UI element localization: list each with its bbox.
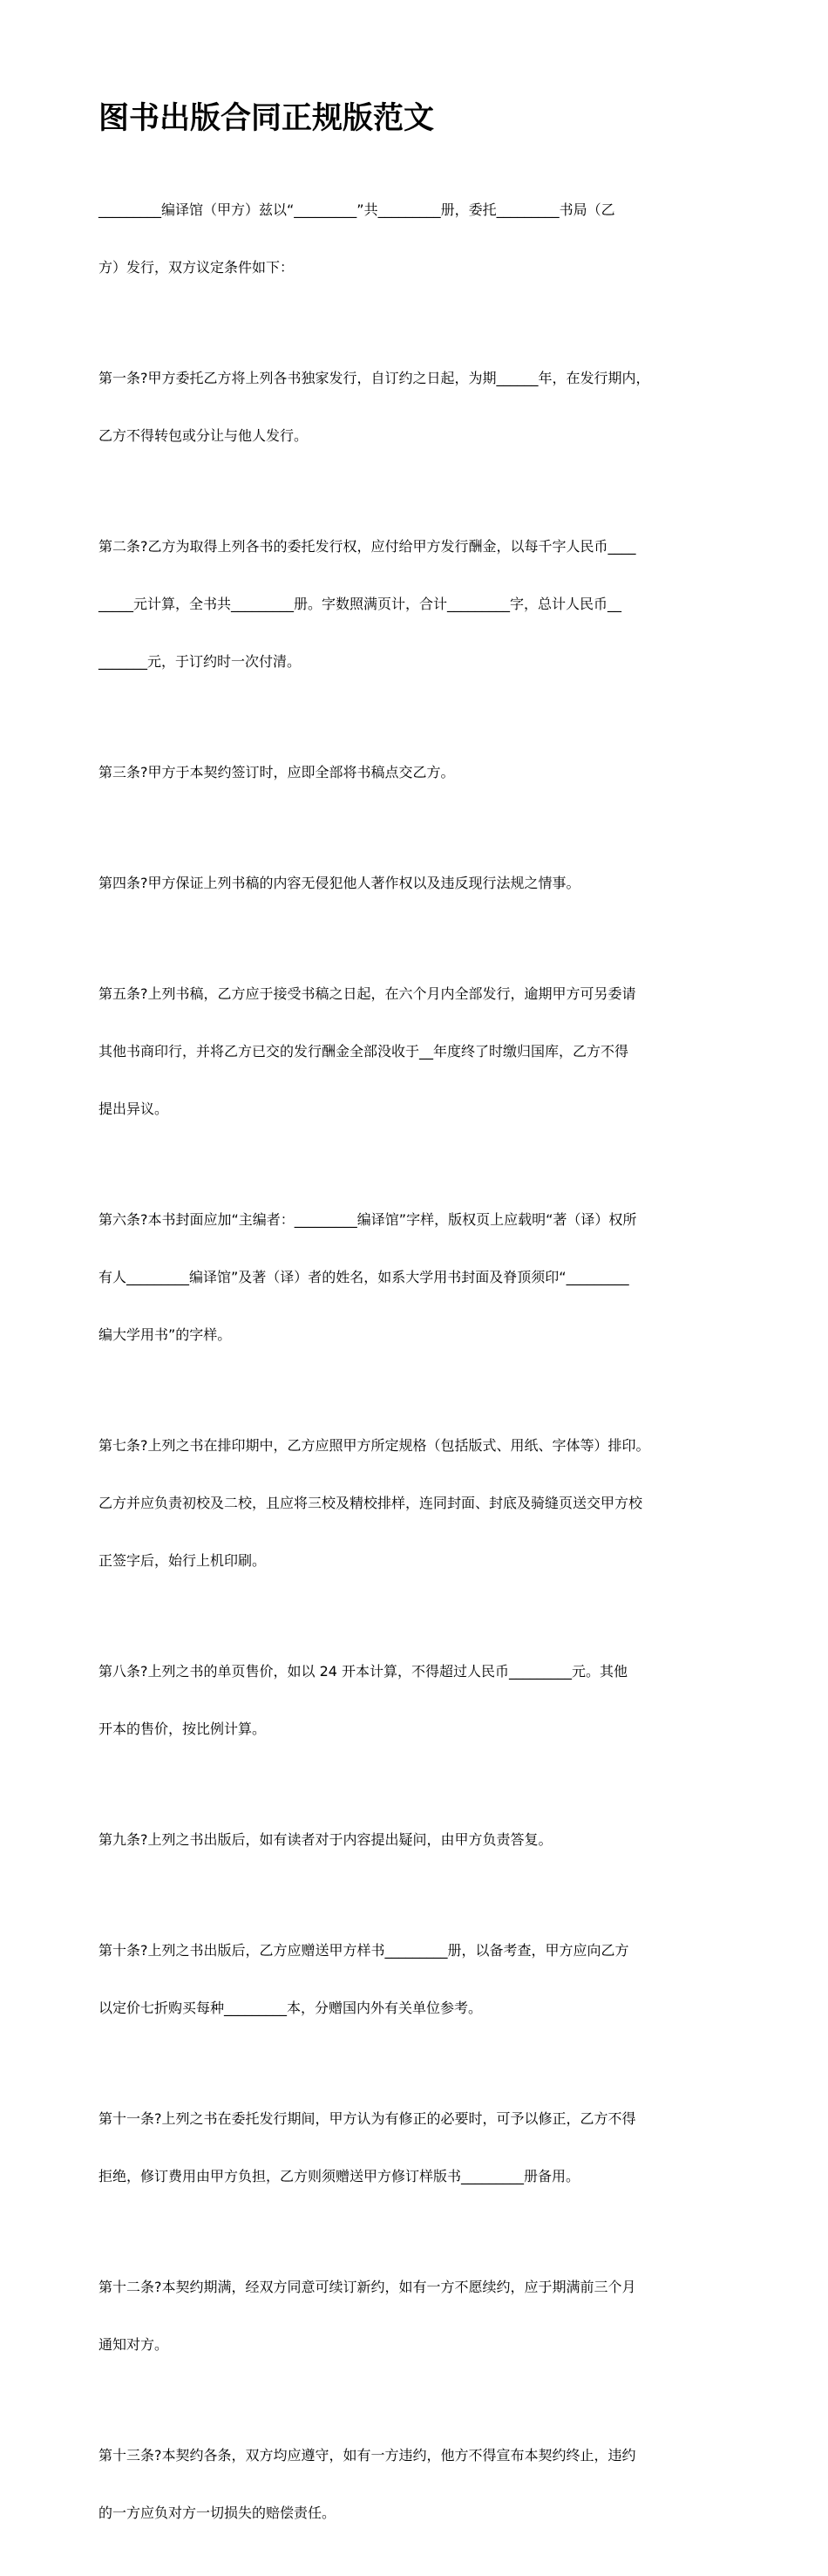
paragraph-line: 第十三条?本契约各条，双方均应遵守，如有一方违约，他方不得宣布本契约终止，违约: [98, 2447, 636, 2464]
paragraph-article-12: [98, 2239, 743, 2393]
paragraph-line: 乙方并应负责初校及二校，且应将三校及精校排样，连同封面、封底及骑缝页送交甲方校: [98, 1495, 643, 1511]
paragraph-article-7: [98, 1398, 743, 1609]
paragraph-article-13: [98, 2408, 743, 2561]
paragraph-line: _____元计算，全书共_________册。字数照满页计，合计_________字，总计人民币__: [98, 596, 622, 612]
paragraph-line: 第二条?乙方为取得上列各书的委托发行权，应付给甲方发行酬金，以每千字人民币____: [98, 538, 636, 555]
paragraph-line: 以定价七折购买每种_________本，分赠国内外有关单位参考。: [98, 2000, 483, 2016]
paragraph-line: _______元，于订约时一次付清。: [98, 653, 302, 670]
paragraph-line: 方）发行，双方议定条件如下：: [98, 259, 295, 276]
paragraph-line: 正签字后，始行上机印刷。: [98, 1552, 267, 1569]
paragraph-line: 第十条?上列之书出版后，乙方应赠送甲方样书_________册，以备考查，甲方应向乙方: [98, 1942, 629, 1959]
paragraph-article-10: [98, 1903, 743, 2056]
paragraph-article-11: [98, 2071, 743, 2225]
paragraph-preamble: [98, 162, 743, 316]
paragraph-article-3: [98, 725, 743, 821]
paragraph-line: 第八条?上列之书的单页售价，如以 24 开本计算，不得超过人民币_________元。其他: [98, 1663, 628, 1680]
paragraph-line: 拒绝，修订费用由甲方负担，乙方则须赠送甲方修订样版书_________册备用。: [98, 2168, 580, 2184]
paragraph-line: 第五条?上列书稿，乙方应于接受书稿之日起，在六个月内全部发行，逾期甲方可另委请: [98, 985, 636, 1002]
paragraph-line: 乙方不得转包或分让与他人发行。: [98, 427, 309, 444]
paragraph-line: 第七条?上列之书在排印期中，乙方应照甲方所定规格（包括版式、用纸、字体等）排印。: [98, 1437, 650, 1454]
paragraph-article-1: [98, 331, 743, 484]
paragraph-article-6: [98, 1172, 743, 1383]
document-page: [98, 98, 743, 2576]
paragraph-line: 其他书商印行，并将乙方已交的发行酬金全部没收于__年度终了时缴归国库，乙方不得: [98, 1043, 629, 1060]
paragraph-line: 的一方应负对方一切损失的赔偿责任。: [98, 2504, 336, 2521]
paragraph-article-5: [98, 946, 743, 1157]
paragraph-article-2: [98, 499, 743, 710]
paragraph-article-9: [98, 1792, 743, 1888]
document-title: 图书出版合同正规版范文: [98, 101, 435, 136]
paragraph-list: [98, 162, 743, 2561]
paragraph-line: 有人_________编译馆”及著（译）者的姓名，如系大学用书封面及脊顶须印“_________: [98, 1269, 629, 1285]
paragraph-line: 提出异议。: [98, 1101, 169, 1117]
paragraph-line: 第一条?甲方委托乙方将上列各书独家发行，自订约之日起，为期______年，在发行期内，: [98, 370, 650, 386]
paragraph-article-8: [98, 1624, 743, 1777]
paragraph-line: 第十二条?本契约期满，经双方同意可续订新约，如有一方不愿续约，应于期满前三个月: [98, 2279, 636, 2295]
paragraph-line: 第十一条?上列之书在委托发行期间，甲方认为有修正的必要时，可予以修正，乙方不得: [98, 2110, 636, 2127]
paragraph-line: 第六条?本书封面应加“主编者：_________编译馆”字样，版权页上应载明“著（译）权所: [98, 1211, 637, 1228]
paragraph-line: 通知对方。: [98, 2336, 169, 2353]
paragraph-line: 第四条?甲方保证上列书稿的内容无侵犯他人著作权以及违反现行法规之情事。: [98, 875, 580, 891]
paragraph-line: _________编译馆（甲方）兹以“_________”共_________册，委托_________书局（乙: [98, 201, 615, 218]
paragraph-line: 第三条?甲方于本契约签订时，应即全部将书稿点交乙方。: [98, 764, 455, 780]
paragraph-line: 开本的售价，按比例计算。: [98, 1721, 267, 1737]
paragraph-line: 第九条?上列之书出版后，如有读者对于内容提出疑问，由甲方负责答复。: [98, 1831, 553, 1848]
paragraph-article-4: [98, 835, 743, 931]
paragraph-line: 编大学用书”的字样。: [98, 1326, 232, 1343]
